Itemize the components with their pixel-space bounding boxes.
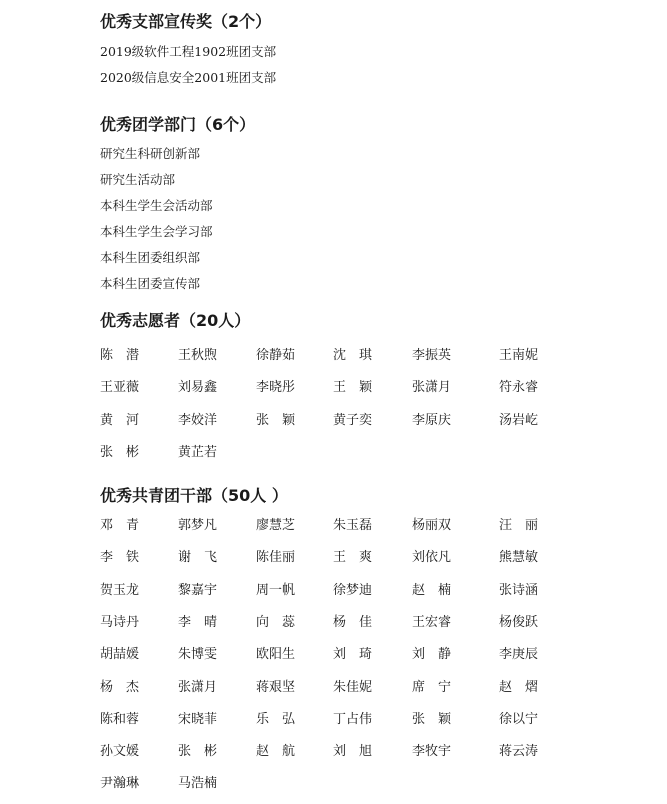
name-cell: 李 晴 (178, 614, 218, 630)
name-cell: 汪 丽 (499, 518, 539, 533)
list-item: 研究生科研创新部 (100, 146, 201, 161)
name-cell: 黎嘉宇 (178, 582, 218, 598)
name-cell: 王 颖 (333, 380, 373, 396)
list-item: 2019级软件工程1902班团支部 (100, 44, 277, 59)
name-cell: 席 宁 (412, 679, 452, 695)
name-cell: 马浩楠 (178, 776, 218, 792)
name-cell: 廖慧芝 (256, 518, 296, 533)
name-cell: 汤岩屹 (499, 412, 539, 428)
name-cell: 杨 杰 (100, 679, 140, 695)
name-cell: 沈 琪 (333, 348, 373, 363)
name-cell: 黄芷若 (178, 444, 218, 460)
name-cell: 徐静茹 (256, 348, 296, 363)
list-item: 本科生学生会学习部 (100, 224, 213, 239)
name-cell: 刘 旭 (333, 744, 373, 760)
name-cell: 邓 青 (100, 518, 140, 533)
name-cell: 张潇月 (178, 679, 218, 695)
section-title-league-cadres: 优秀共青团干部（50人 ） (100, 486, 288, 505)
name-cell: 赵 楠 (412, 582, 452, 598)
name-cell: 张 彬 (100, 444, 140, 460)
name-cell: 王南妮 (499, 348, 539, 363)
name-cell: 陈佳丽 (256, 550, 296, 566)
name-cell: 张潇月 (412, 380, 452, 396)
name-cell: 张诗涵 (499, 582, 539, 598)
name-cell: 徐以宁 (499, 711, 539, 727)
name-cell: 黄子奕 (333, 412, 373, 428)
list-item: 2020级信息安全2001班团支部 (100, 70, 277, 85)
name-cell: 向 蕊 (256, 614, 296, 630)
name-cell: 蒋云涛 (499, 744, 539, 760)
list-item: 本科生学生会活动部 (100, 198, 213, 213)
name-cell: 朱玉磊 (333, 518, 373, 533)
name-cell: 杨俊跃 (499, 614, 539, 630)
name-cell: 王宏睿 (412, 614, 452, 630)
name-cell: 符永睿 (499, 380, 539, 396)
section-title-publicity-award: 优秀支部宣传奖（2个） (100, 12, 272, 31)
name-cell: 马诗丹 (100, 614, 140, 630)
name-cell: 刘 静 (412, 647, 452, 663)
name-cell: 陈 潜 (100, 348, 140, 363)
name-cell: 杨 佳 (333, 614, 373, 630)
name-cell: 郭梦凡 (178, 518, 218, 533)
section-title-volunteers: 优秀志愿者（20人） (100, 311, 251, 330)
name-cell: 乐 弘 (256, 711, 296, 727)
name-cell: 朱佳妮 (333, 679, 373, 695)
name-cell: 赵 熠 (499, 679, 539, 695)
name-cell: 李振英 (412, 348, 452, 363)
name-cell: 王秋煦 (178, 348, 218, 363)
name-cell: 张 颖 (412, 711, 452, 727)
name-cell: 王 爽 (333, 550, 373, 566)
name-cell: 谢 飞 (178, 550, 218, 566)
section-title-departments: 优秀团学部门（6个） (100, 115, 256, 134)
name-cell: 孙文媛 (100, 744, 140, 760)
name-cell: 欧阳生 (256, 647, 296, 663)
name-cell: 李牧宇 (412, 744, 452, 760)
list-item: 研究生活动部 (100, 172, 176, 187)
list-item: 本科生团委组织部 (100, 250, 201, 265)
name-cell: 黄 河 (100, 412, 140, 428)
name-cell: 李庚辰 (499, 647, 539, 663)
name-cell: 贺玉龙 (100, 582, 140, 598)
name-cell: 熊慧敏 (499, 550, 539, 566)
name-cell: 李晓彤 (256, 380, 296, 396)
name-cell: 李原庆 (412, 412, 452, 428)
name-cell: 刘易鑫 (178, 380, 218, 396)
list-item: 本科生团委宣传部 (100, 276, 201, 291)
name-cell: 丁占伟 (333, 711, 373, 727)
name-cell: 宋晓菲 (178, 711, 218, 727)
name-cell: 王亚薇 (100, 380, 140, 396)
name-cell: 刘依凡 (412, 550, 452, 566)
name-cell: 李 铁 (100, 550, 140, 566)
name-cell: 张 彬 (178, 744, 218, 760)
name-cell: 徐梦迪 (333, 582, 373, 598)
name-cell: 蒋艰坚 (256, 679, 296, 695)
name-cell: 杨丽双 (412, 518, 452, 533)
name-cell: 张 颖 (256, 412, 296, 428)
name-cell: 李姣洋 (178, 412, 218, 428)
name-cell: 周一帆 (256, 582, 296, 598)
name-cell: 刘 琦 (333, 647, 373, 663)
name-cell: 胡喆媛 (100, 647, 140, 663)
name-cell: 尹瀚琳 (100, 776, 140, 792)
name-cell: 赵 航 (256, 744, 296, 760)
name-cell: 陈和蓉 (100, 711, 140, 727)
name-cell: 朱博雯 (178, 647, 218, 663)
